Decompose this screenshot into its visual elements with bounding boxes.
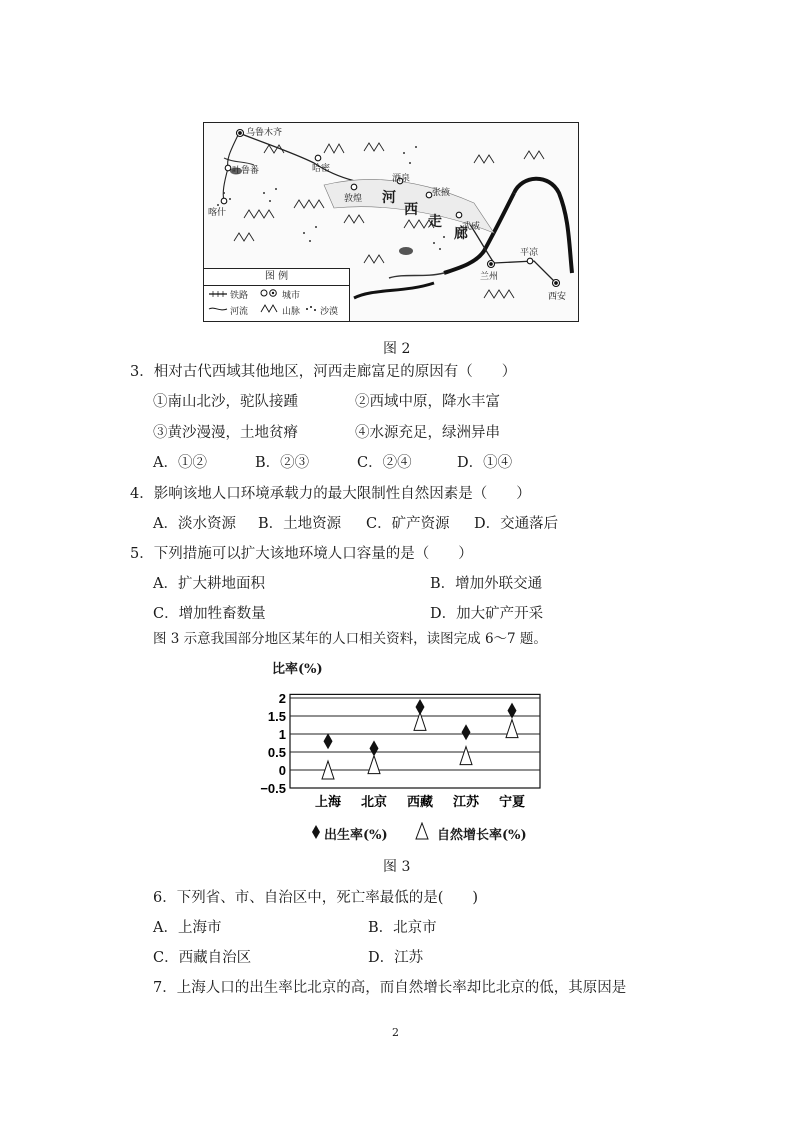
answer-option: D．加大矿产开采 bbox=[430, 606, 544, 622]
question-3-statement: ②西域中原，降水丰富 bbox=[355, 394, 500, 410]
answer-option: A．上海市 bbox=[153, 920, 222, 936]
map-legend bbox=[204, 268, 350, 321]
corridor-label: 河 bbox=[382, 190, 396, 206]
city-label: 喀什 bbox=[208, 208, 227, 218]
legend-label: 城市 bbox=[282, 291, 301, 301]
y-tick-label: 1.5 bbox=[267, 709, 286, 724]
question-4-stem: 4．影响该地人口环境承载力的最大限制性自然因素是（ ） bbox=[130, 486, 531, 502]
city-label: 平凉 bbox=[520, 248, 539, 258]
chart-ylabel: 比率(%) bbox=[272, 662, 323, 677]
city-label: 乌鲁木齐 bbox=[246, 128, 283, 138]
answer-option: D．江苏 bbox=[368, 950, 424, 966]
city-label: 西安 bbox=[548, 292, 567, 302]
birth-rate-marker bbox=[324, 733, 333, 749]
legend-birth-rate: 出生率(%) bbox=[324, 828, 388, 843]
answer-option: B．增加外联交通 bbox=[430, 576, 543, 592]
x-category-label: 上海 bbox=[314, 795, 342, 810]
corridor-label: 走 bbox=[428, 214, 442, 230]
answer-option: B．北京市 bbox=[368, 920, 437, 936]
city-label: 兰州 bbox=[480, 272, 499, 282]
page-number: 2 bbox=[392, 1026, 399, 1039]
railway-icon bbox=[208, 289, 228, 297]
question-3-stem: 3．相对古代西域其他地区，河西走廊富足的原因有（ ） bbox=[130, 364, 517, 380]
x-category-label: 西藏 bbox=[406, 795, 434, 810]
map-figure bbox=[203, 122, 579, 322]
question-6-stem: 6．下列省、市、自治区中，死亡率最低的是( ) bbox=[153, 890, 479, 906]
population-chart bbox=[250, 670, 560, 845]
y-tick-label: 2 bbox=[278, 691, 286, 706]
question-5-stem: 5．下列措施可以扩大该地环境人口容量的是（ ） bbox=[130, 546, 473, 562]
legend-label: 沙漠 bbox=[320, 307, 339, 317]
question-7-stem: 7．上海人口的出生率比北京的高，而自然增长率却比北京的低，其原因是 bbox=[153, 980, 627, 996]
question-3-statement: ①南山北沙，驼队接踵 bbox=[153, 394, 298, 410]
chart-y-ticks bbox=[260, 691, 286, 796]
desert-icon bbox=[304, 305, 318, 313]
natural-growth-marker bbox=[414, 712, 426, 730]
open-triangle-icon bbox=[415, 822, 429, 840]
answer-option: A．扩大耕地面积 bbox=[153, 576, 265, 592]
answer-option: C．西藏自治区 bbox=[153, 950, 252, 966]
x-category-label: 北京 bbox=[360, 795, 388, 810]
answer-option: A．①② bbox=[153, 455, 207, 471]
answer-option: D．交通落后 bbox=[474, 516, 559, 532]
answer-option: C．增加牲畜数量 bbox=[153, 606, 266, 622]
x-category-label: 江苏 bbox=[452, 795, 480, 810]
filled-diamond-icon bbox=[311, 824, 321, 840]
y-tick-label: −0.5 bbox=[260, 781, 286, 796]
legend-label: 河流 bbox=[230, 307, 249, 317]
river-icon bbox=[208, 305, 228, 313]
city-label: 酒泉 bbox=[392, 174, 411, 184]
legend-title: 图 例 bbox=[204, 269, 349, 286]
answer-option: B．②③ bbox=[255, 455, 310, 471]
legend-label: 铁路 bbox=[230, 291, 249, 301]
city-label: 敦煌 bbox=[344, 194, 363, 204]
chart-marks bbox=[322, 699, 518, 779]
natural-growth-marker bbox=[506, 720, 518, 738]
x-category-label: 宁夏 bbox=[498, 795, 526, 810]
legend-natural-growth: 自然增长率(%) bbox=[437, 828, 527, 843]
city-label: 武威 bbox=[462, 222, 481, 232]
chart-caption: 图 3 bbox=[383, 859, 411, 875]
map-caption: 图 2 bbox=[383, 341, 411, 357]
answer-option: B．土地资源 bbox=[258, 516, 342, 532]
answer-option: A．淡水资源 bbox=[153, 516, 236, 532]
question-3-statement: ④水源充足，绿洲异串 bbox=[355, 425, 500, 441]
question-3-statement: ③黄沙漫漫，土地贫瘠 bbox=[153, 425, 298, 441]
y-tick-label: 1 bbox=[278, 727, 286, 742]
answer-option: C．矿产资源 bbox=[366, 516, 450, 532]
answer-option: D．①④ bbox=[457, 455, 513, 471]
city-label: 吐鲁番 bbox=[232, 166, 260, 176]
natural-growth-marker bbox=[368, 756, 380, 774]
corridor-label: 廊 bbox=[454, 226, 468, 242]
city-label: 哈密 bbox=[312, 164, 331, 174]
chart-x-categories bbox=[315, 794, 525, 810]
city-icon bbox=[260, 288, 280, 298]
natural-growth-marker bbox=[460, 747, 472, 765]
birth-rate-marker bbox=[370, 740, 379, 756]
y-tick-label: 0.5 bbox=[267, 745, 286, 760]
city-label: 张掖 bbox=[432, 188, 451, 198]
mountain-icon bbox=[260, 303, 280, 313]
legend-label: 山脉 bbox=[282, 307, 301, 317]
birth-rate-marker bbox=[462, 724, 471, 740]
corridor-label: 西 bbox=[404, 202, 418, 218]
figure-3-intro: 图 3 示意我国部分地区某年的人口相关资料，读图完成 6～7 题。 bbox=[153, 631, 547, 647]
y-tick-label: 0 bbox=[278, 763, 286, 778]
answer-option: C．②④ bbox=[357, 455, 412, 471]
